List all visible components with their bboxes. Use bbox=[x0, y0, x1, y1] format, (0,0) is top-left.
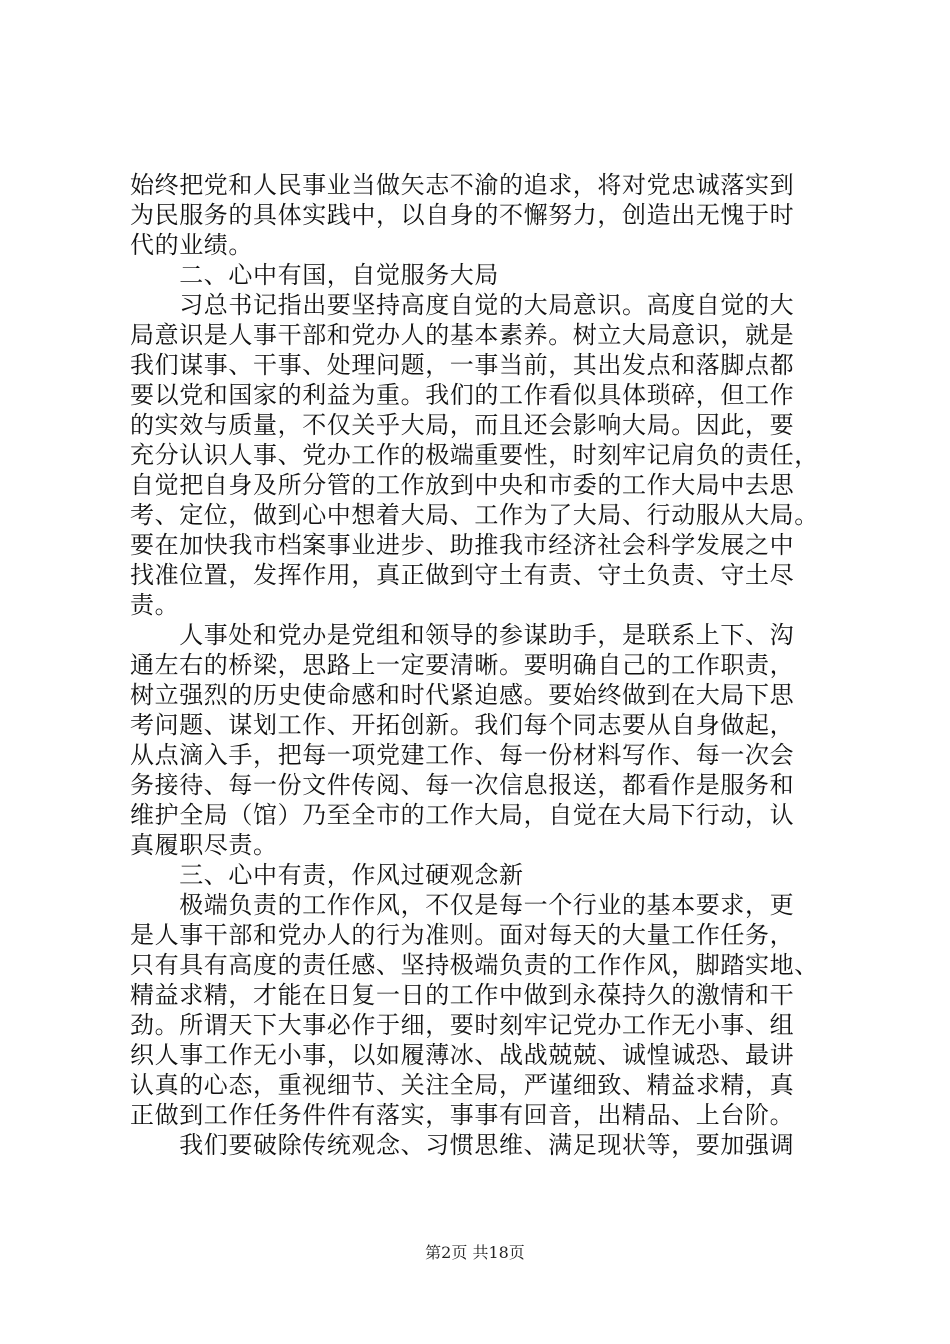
text-line: 是人事干部和党办人的行为准则。面对每天的大量工作任务， bbox=[130, 921, 795, 949]
text-line: 为民服务的具体实践中，以自身的不懈努力，创造出无愧于时 bbox=[130, 201, 795, 229]
text-line: 精益求精，才能在日复一日的工作中做到永葆持久的激情和干 bbox=[130, 981, 795, 1009]
text-line: 找准位置，发挥作用，真正做到守土有责、守土负责、守土尽 bbox=[130, 561, 795, 589]
text-line: 务接待、每一份文件传阅、每一次信息报送，都看作是服务和 bbox=[130, 771, 795, 799]
text-line: 树立强烈的历史使命感和时代紧迫感。要始终做到在大局下思 bbox=[130, 681, 795, 709]
section-heading: 二、心中有国，自觉服务大局 bbox=[130, 261, 499, 289]
text-line: 考、定位，做到心中想着大局、工作为了大局、行动服从大局。 bbox=[130, 501, 819, 529]
text-line: 要在加快我市档案事业进步、助推我市经济社会科学发展之中 bbox=[130, 531, 795, 559]
text-line: 局意识是人事干部和党办人的基本素养。树立大局意识，就是 bbox=[130, 321, 795, 349]
text-line: 只有具有高度的责任感、坚持极端负责的工作作风，脚踏实地、 bbox=[130, 951, 819, 979]
text-line: 真履职尽责。 bbox=[130, 831, 278, 859]
text-line: 通左右的桥梁，思路上一定要清晰。要明确自己的工作职责， bbox=[130, 651, 795, 679]
text-line: 织人事工作无小事，以如履薄冰、战战兢兢、诚惶诚恐、最讲 bbox=[130, 1041, 795, 1069]
text-line: 要以党和国家的利益为重。我们的工作看似具体琐碎，但工作 bbox=[130, 381, 795, 409]
text-line: 的实效与质量，不仅关乎大局，而且还会影响大局。因此，要 bbox=[130, 411, 795, 439]
text-line: 极端负责的工作作风，不仅是每一个行业的基本要求，更 bbox=[130, 891, 795, 919]
text-line: 考问题、谋划工作、开拓创新。我们每个同志要从自身做起， bbox=[130, 711, 795, 739]
page-number-footer: 第2页 共18页 bbox=[425, 1243, 525, 1262]
document-body bbox=[130, 170, 820, 1160]
section-heading: 三、心中有责，作风过硬观念新 bbox=[130, 861, 524, 889]
text-line: 习总书记指出要坚持高度自觉的大局意识。高度自觉的大 bbox=[130, 291, 795, 319]
text-line: 我们要破除传统观念、习惯思维、满足现状等，要加强调 bbox=[130, 1131, 795, 1159]
text-line: 责。 bbox=[130, 591, 180, 619]
text-line: 代的业绩。 bbox=[130, 231, 253, 259]
text-line: 充分认识人事、党办工作的极端重要性，时刻牢记肩负的责任， bbox=[130, 441, 819, 469]
text-line: 维护全局（馆）乃至全市的工作大局，自觉在大局下行动，认 bbox=[130, 801, 795, 829]
text-line: 人事处和党办是党组和领导的参谋助手，是联系上下、沟 bbox=[130, 621, 795, 649]
text-line: 我们谋事、干事、处理问题，一事当前，其出发点和落脚点都 bbox=[130, 351, 795, 379]
text-line: 从点滴入手，把每一项党建工作、每一份材料写作、每一次会 bbox=[130, 741, 795, 769]
text-line: 正做到工作任务件件有落实，事事有回音，出精品、上台阶。 bbox=[130, 1101, 795, 1129]
text-line: 劲。所谓天下大事必作于细，要时刻牢记党办工作无小事、组 bbox=[130, 1011, 795, 1039]
text-line: 始终把党和人民事业当做矢志不渝的追求，将对党忠诚落实到 bbox=[130, 171, 795, 199]
text-line: 认真的心态，重视细节、关注全局，严谨细致、精益求精，真 bbox=[130, 1071, 795, 1099]
text-line: 自觉把自身及所分管的工作放到中央和市委的工作大局中去思 bbox=[130, 471, 795, 499]
